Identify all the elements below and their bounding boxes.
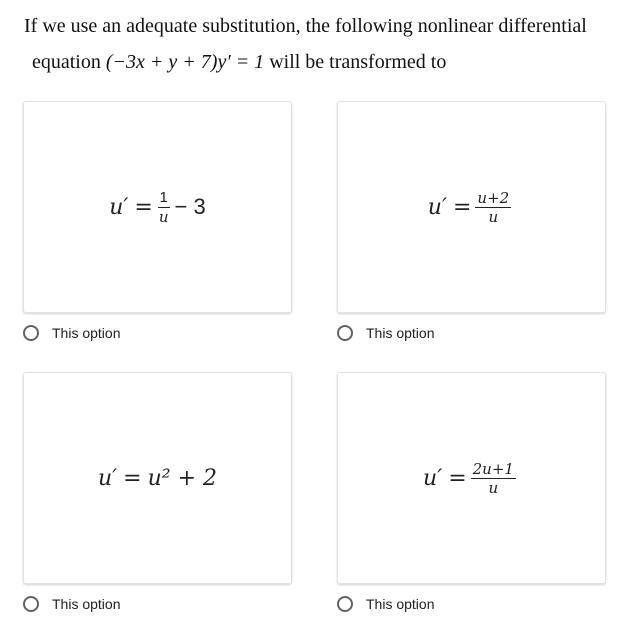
formula-equals: = xyxy=(448,465,467,491)
formula-tail: − 3 xyxy=(174,194,206,219)
fraction-denominator: u xyxy=(488,478,499,497)
option-label: This option xyxy=(52,325,121,341)
formula-fraction xyxy=(157,189,171,226)
option-3-radio-row[interactable] xyxy=(23,593,120,615)
option-label: This option xyxy=(52,596,121,612)
option-label: This option xyxy=(366,596,435,612)
question-suffix: will be transformed to xyxy=(264,51,447,73)
option-2-formula xyxy=(338,102,605,312)
formula-equals: = xyxy=(134,194,153,220)
question-line-2 xyxy=(24,44,620,80)
question-prefix: equation xyxy=(32,51,106,73)
fraction-denominator: u xyxy=(158,207,169,226)
formula-equals: = xyxy=(452,194,472,220)
radio-button[interactable] xyxy=(23,596,39,612)
fraction-numerator: 1 xyxy=(159,188,168,206)
fraction-numerator: u+2 xyxy=(477,188,510,207)
option-card-3[interactable] xyxy=(23,372,292,584)
formula-fraction xyxy=(475,189,511,226)
question-text xyxy=(24,8,620,80)
option-1-radio-row[interactable] xyxy=(23,322,120,344)
fraction-numerator: 2u+1 xyxy=(472,459,514,478)
question-equation: (−3x + y + 7)y′ = 1 xyxy=(105,51,265,73)
radio-button[interactable] xyxy=(337,325,353,341)
formula-fraction xyxy=(471,460,516,497)
option-3-formula xyxy=(24,373,291,583)
formula-lhs: u′ xyxy=(427,194,447,220)
option-4-formula xyxy=(338,373,605,583)
formula-lhs: u′ xyxy=(423,465,443,491)
option-label: This option xyxy=(366,325,435,341)
radio-button[interactable] xyxy=(23,325,39,341)
option-card-2[interactable] xyxy=(337,101,606,313)
option-2-radio-row[interactable] xyxy=(337,322,434,344)
formula-equals: = xyxy=(123,465,142,491)
option-card-4[interactable] xyxy=(337,372,606,584)
fraction-denominator: u xyxy=(488,207,499,226)
option-card-1[interactable] xyxy=(23,101,292,313)
formula-lhs: u′ xyxy=(109,194,129,220)
formula-lhs: u′ xyxy=(97,465,118,491)
radio-button[interactable] xyxy=(337,596,353,612)
option-1-formula xyxy=(24,102,291,312)
formula-expression: u² + 2 xyxy=(147,465,217,491)
option-4-radio-row[interactable] xyxy=(337,593,434,615)
question-line-1: If we use an adequate substitution, the following nonlinear differential xyxy=(24,15,587,37)
